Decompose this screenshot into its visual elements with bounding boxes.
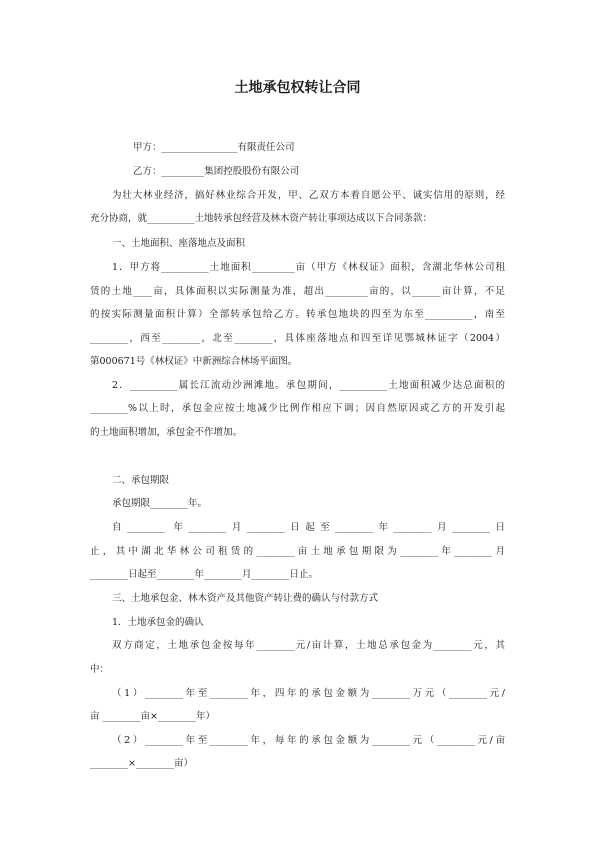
term-years-line: 承包期限________年。 — [112, 498, 208, 509]
section-3-1-heading: 1．土地承包金的确认 — [112, 617, 204, 628]
clause-1-line-4: ________，西至________，北至________，具体座落地点和四至详见鄂城林证字（2004） — [90, 333, 505, 344]
preamble-line-1: 为壮大林业经济，搞好林业综合开发，甲、乙双方本着自愿公平、诚实信用的原则，经 — [112, 190, 505, 201]
clause-1-line-3: 的按实际测量面积计算）全部转承包给乙方。转承包地块的四至为东至__________，南至 — [90, 309, 505, 320]
clause-1-line-1: 1．甲方将__________土地面积_________亩（甲方《林权证》面积，含湖北华林公司租 — [112, 262, 505, 273]
party-a-line: 甲方：________________有限责任公司 — [133, 142, 295, 153]
clause-2-line-2: ________%以上时，承包金应按土地减少比例作相应下调；因自然原因或乙方的开发引起 — [90, 403, 505, 414]
party-b-line: 乙方：_________集团控股股份有限公司 — [133, 166, 300, 177]
fee-item-2-line-2: ________×________亩） — [90, 758, 193, 769]
clause-2-line-3: 的土地面积增加，承包金不作增加。 — [90, 427, 243, 438]
clause-1-line-5: 第000671号《林权证》中新洲综合林场平面图。 — [90, 356, 298, 367]
preamble-line-2: 充分协商，就__________土地转承包经营及林木资产转让事项达成以下合同条款： — [90, 213, 433, 224]
term-period-line-1: 自________ 年________月________日起至________年________月________日 — [112, 522, 505, 533]
fee-item-1-line-1: （1）________年至________年，四年的承包金额为________万元（________元/ — [112, 688, 505, 699]
term-period-line-3: ________日起至________年________月________日止。 — [90, 569, 319, 580]
fee-item-2-line-1: （2）________年至________年，每年的承包金额为________元（________元/亩 — [112, 735, 505, 746]
section-3-heading: 三、土地承包金、林木资产及其他资产转让费的确认与付款方式 — [112, 593, 379, 604]
fee-line-1: 双方商定，土地承包金按每年________元/亩计算，土地总承包金为________元，其 — [112, 640, 505, 651]
fee-item-1-line-2: 亩 ________亩×________年） — [90, 711, 215, 722]
document-title: 土地承包权转让合同 — [234, 80, 361, 96]
clause-1-line-2: 赁的土地____亩，具体面积以实际测量为准，超出_________亩的，以______亩计算，不足 — [90, 286, 505, 297]
clause-2-line-1: 2．__________属长江流动沙洲滩地。承包期间，__________土地面积减少达总面积的 — [112, 380, 505, 391]
term-period-line-2: 止，其中湖北华林公司租赁的________亩土地承包期限为________年________月 — [90, 546, 505, 557]
fee-line-2: 中： — [90, 664, 110, 675]
section-2-heading: 二、承包期限 — [112, 475, 170, 486]
section-1-heading: 一、土地面积、座落地点及面积 — [112, 238, 246, 249]
